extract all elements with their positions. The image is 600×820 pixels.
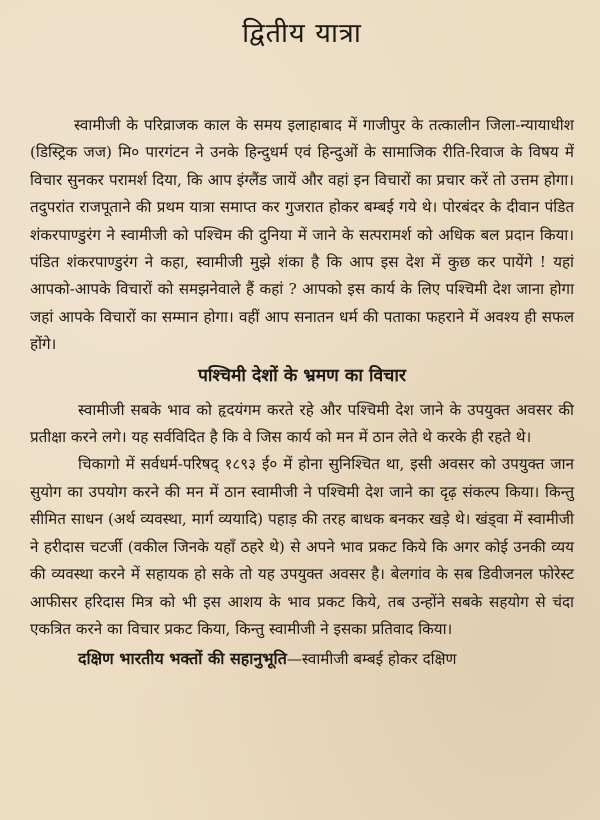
paragraph-intro: स्वामीजी के परिव्राजक काल के समय इलाहाबाद में गाजीपुर के तत्कालीन जिला-न्यायाधीश (डिस्ट्रिक जज) मि० पारगंटन ने उनके हिन्दुधर्म एवं हिन्दुओं के सामाजिक रीति-रिवाज के विषय में विचार सुनकर परामर्श दिया, कि आप इंग्लैंड जायें और वहां इन विचारों का प्रचार करें तो उत्तम होगा। तदुपरांत राजपूताने की प्रथम यात्रा समाप्त कर गुजरात होकर बम्बई गये थे। पोरबंदर के दीवान पंडित शंकरपाण्डुरंग ने स्वामीजी को पश्चिम की दुनिया में जाने के सत्परामर्श को अधिक बल प्रदान किया। पंडित शंकरपाण्डुरंग ने कहा, स्वामीजी मुझे शंका है कि आप इस देश में कुछ कर पायेंगे ! यहां आपको-आपके विचारों को समझनेवाले हैं कहां ? आपको इस कार्य के लिए पश्चिमी देश जाना होगा जहां आपके विचारों का सम्मान होगा। वहीं आप सनातन धर्म की पताका फहराने में अवश्य ही सफल होंगे। (30, 116, 574, 354)
paragraph-3: चिकागो में सर्वधर्म-परिषद् १८९३ ई० में होना सुनिश्चित था, इसी अवसर को उपयुक्त जान सुयोग का उपयोग करने की मन में ठान स्वामीजी ने पश्चिमी देश जाने का दृढ़ संकल्प किया। किन्तु सीमित साधन (अर्थ व्यवस्था, मार्ग व्ययादि) पहाड़ की तरह बाधक बनकर खड़े थे। खंड्वा में स्वामीजी ने हरीदास चटर्जी (वकील जिनके यहाँ ठहरे थे) से अपने भाव प्रकट किये कि अगर कोई उनकी व्यय की व्यवस्था करने में सहायक हो सके तो यह उपयुक्त अवसर है। बेलगांव के सब डिवीजनल फोरेस्ट आफीसर हरिदास मित्र को भी इस आशय के भाव प्रकट किये, तब उन्होंने सबके सहयोग से चंदा एकत्रित करने का विचार प्रकट किया, किन्तु स्वामीजी ने इसका प्रतिवाद किया। (30, 455, 574, 638)
paragraph-2: स्वामीजी सबके भाव को हृदयंगम करते रहे और पश्चिमी देश जाने के उपयुक्त अवसर की प्रतीक्षा करने लगे। यह सर्वविदित है कि वे जिस कार्य को मन में ठान लेते थे करके ही रहते थे। (30, 400, 574, 447)
inline-heading: दक्षिण भारतीय भक्तों की सहानुभूति (78, 649, 287, 669)
inline-text: —स्वामीजी बम्बई होकर दक्षिण (286, 650, 457, 669)
paragraph-4 (30, 645, 574, 673)
section-heading: पश्चिमी देशों के भ्रमण का विचार (197, 365, 407, 386)
chapter-title: द्वितीय यात्रा (242, 18, 362, 49)
